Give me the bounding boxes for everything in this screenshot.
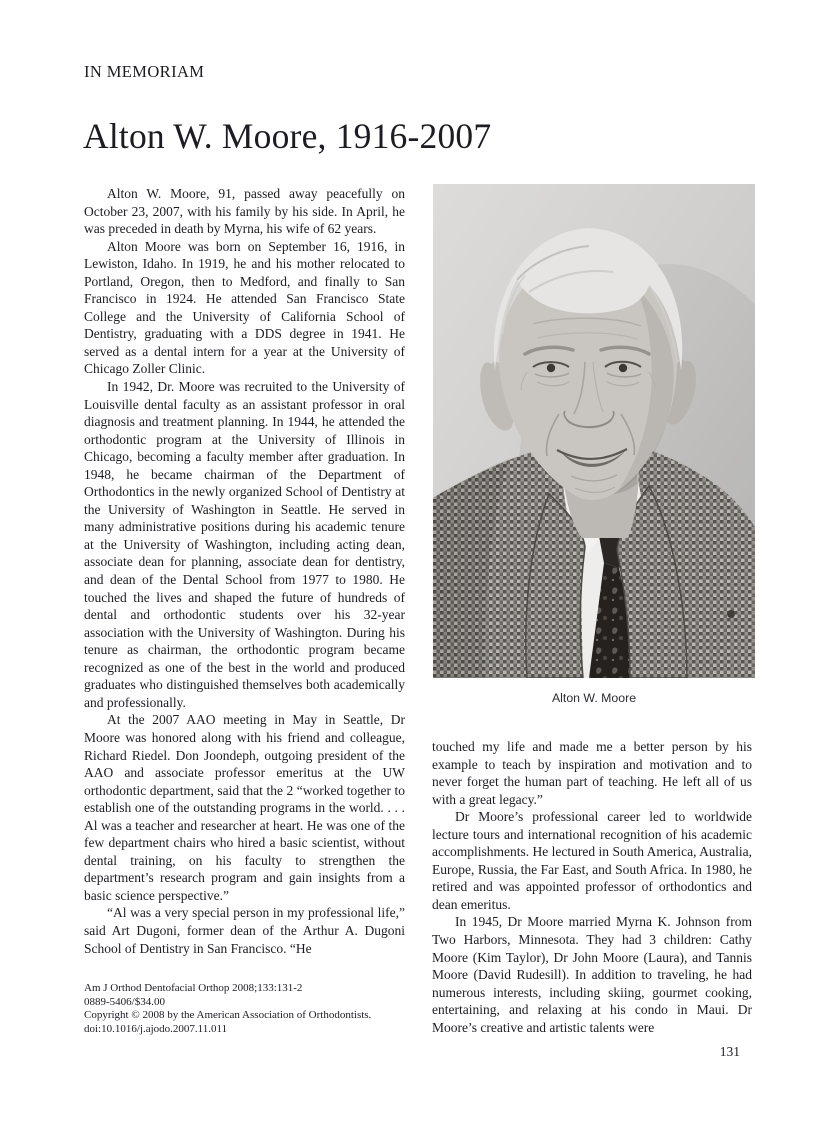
body-paragraph: At the 2007 AAO meeting in May in Seattle, Dr Moore was honored along with his friend and colleague, Richard Riedel. Don Joondeph, outgoing president of the AAO and associate professor emeritus at the UW orthodontic department, said that the 2 “worked together to establish one of the outstanding programs in the world. . . . Al was a teacher and researcher at heart. He was one of the few department chairs who hired a basic scientist, without dental training, on his faculty to strengthen the department’s research program and gain insights from a basic science perspective.” <box>84 712 405 903</box>
body-paragraph: Dr Moore’s professional career led to worldwide lecture tours and international recognition of his academic accomplishments. He lectured in South America, Australia, Europe, Russia, the Far East, and South Africa. In 1980, he retired and was appointed professor of orthodontics and dean emeritus. <box>432 809 752 912</box>
footnote-issn-price: 0889-5406/$34.00 <box>84 995 165 1008</box>
footnote-doi: doi:10.1016/j.ajodo.2007.11.011 <box>84 1023 228 1036</box>
left-column <box>84 185 405 957</box>
page-number: 131 <box>719 1044 740 1059</box>
body-paragraph: touched my life and made me a better person by his example to teach by inspiration and motivation and to never forget the human part of teaching. He left all of us with a great legacy.” <box>432 739 752 807</box>
body-paragraph: In 1942, Dr. Moore was recruited to the University of Louisville dental faculty as an assistant professor in oral diagnosis and treatment planning. In 1944, he attended the orthodontic program at the University of Illinois in Chicago, becoming a faculty member after graduation. In 1948, he became chairman of the Department of Orthodontics in the newly organized School of Dentistry at the University of Washington in Seattle. He served in many administrative positions during his academic tenure at the University of Washington, including acting dean, associate dean for planning, associate dean for dentistry, and dean of the Dental School from 1977 to 1980. He touched the lives and shaped the future of hundreds of dental and orthodontic students over his 32-year association with the University of Washington. During his tenure as chairman, the orthodontic program became recognized as one of the best in the world and produced graduates who distinguished themselves both academically and professionally. <box>84 379 405 710</box>
footnote-citation: Am J Orthod Dentofacial Orthop 2008;133:131-2 <box>84 982 303 994</box>
right-column <box>432 738 752 1036</box>
body-paragraph: Alton W. Moore, 91, passed away peacefully on October 23, 2007, with his family by his side. In April, he was preceded in death by Myrna, his wife of 62 years. <box>84 186 405 237</box>
portrait-photo <box>433 184 755 678</box>
section-label: IN MEMORIAM <box>84 62 205 81</box>
footnote-copyright: Copyright © 2008 by the American Association of Orthodontists. <box>84 1009 372 1022</box>
page-title: Alton W. Moore, 1916-2007 <box>83 116 492 156</box>
article-footnote <box>84 982 424 1037</box>
portrait-image <box>433 184 755 678</box>
body-paragraph: Alton Moore was born on September 16, 1916, in Lewiston, Idaho. In 1919, he and his mother relocated to Portland, Oregon, then to Medford, and finally to San Francisco in 1924. He attended San Francisco State College and the University of California School of Dentistry, graduating with a DDS degree in 1941. He served as a dental intern for a year at the University of Chicago Zoller Clinic. <box>84 238 405 377</box>
photo-caption: Alton W. Moore <box>551 691 637 705</box>
body-paragraph: “Al was a very special person in my professional life,” said Art Dugoni, former dean of the Arthur A. Dugoni School of Dentistry in San Francisco. “He <box>84 905 405 956</box>
body-paragraph: In 1945, Dr Moore married Myrna K. Johnson from Two Harbors, Minnesota. They had 3 children: Cathy Moore (Kim Taylor), Dr John Moore (Laura), and Tannis Moore (David Rudesill). In addition to traveling, he had numerous interests, including skiing, gourmet cooking, entertaining, and relaxing at his condo in Maui. Dr Moore’s creative and artistic talents were <box>432 914 752 1035</box>
